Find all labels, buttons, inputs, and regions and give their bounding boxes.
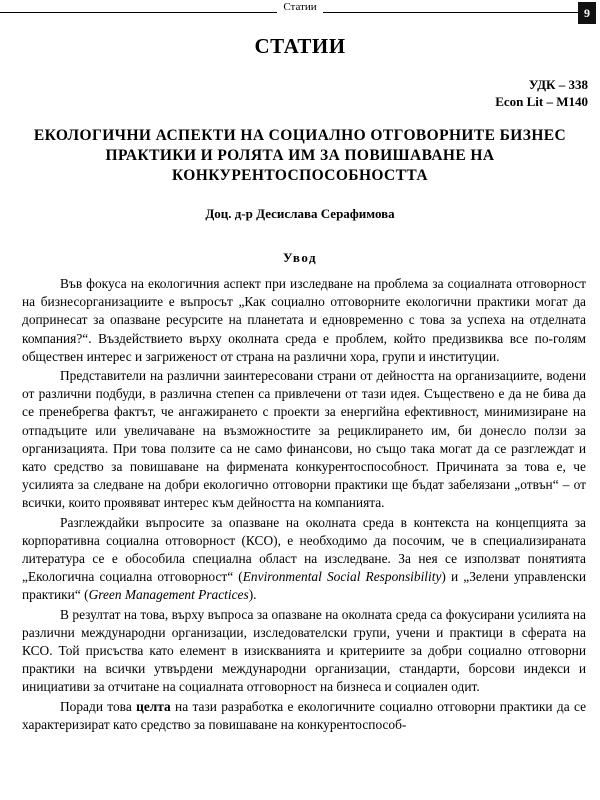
author-name: Доц. д-р Десислава Серафимова xyxy=(205,206,395,221)
page-number: 9 xyxy=(578,2,596,24)
running-title: Статии xyxy=(277,1,322,13)
econlit-code: Econ Lit – M140 xyxy=(495,94,588,109)
article-title: ЕКОЛОГИЧНИ АСПЕКТИ НА СОЦИАЛНО ОТГОВОРНИТЕ БИЗНЕС ПРАКТИКИ И РОЛЯТА ИМ ЗА ПОВИШАВАНЕ НА КОНКУРЕНТОСПОСОБНОСТТА xyxy=(33,127,567,184)
running-header xyxy=(0,0,600,18)
udk-code: УДК – 338 xyxy=(528,77,588,92)
paragraph-3-text: Разглеждайки въпросите за опазване на околната среда в контекста на концепцията за корпоративна социална отговорност (КСО), е необходимо да посочим, че в специализираната литература се е обособила специална област на изследване. За нея се използват понятията „Екологична социална отговорност“ ( xyxy=(22,514,586,585)
paragraph-1: Във фокуса на екологичния аспект при изследване на проблема за социалната отговорност на бизнесорганизациите е въпросът „Как социално отговорните екологични практики могат да допринесат за опазване ресурсите на планетата и едновременно с това за успеха на отделната компания?“. Въздействието върху околната среда е проблем, който предизвиква все по-голям обществен интерес и загриженост от страна на различни хора, групи и институции. xyxy=(22,276,586,364)
paragraph-5 xyxy=(22,698,586,734)
term-esr: Environmental Social Responsibility xyxy=(242,569,442,585)
paragraph-3 xyxy=(22,514,586,605)
paragraph-3-text: ). xyxy=(248,587,257,603)
paragraph-2: Представители на различни заинтересовани страни от дейността на организациите, водени от различни подбуди, в различна степен са привлечени от тази идея. Съществено е да не бива да се пренебрегва фактът, че ангажирането с проекти за енергийна ефективност, минимизиране на отпадъците или увеличаване на възможностите за рециклирането им, би донесло ползи за организацията. При това ползите са не само финансови, но също така могат да се разглеждат и като средство за повишаване на фирмената конкурентоспособност. Причината за това е, че усилията за следване на добри екологично отговорни практики ще бъдат забелязани „отвън“ – от всички, които проявяват интерес към дейността на компанията. xyxy=(22,368,586,511)
article-body xyxy=(22,275,586,735)
paragraph-4: В резултат на това, върху въпроса за опазване на околната среда са фокусирани усилията на различни международни организации, изследователски групи, учени и практици в сферата на КСО. Той присъства като елемент в изискванията и критериите за добри социално отговорни практики на всички утвърдени международни организации, стандарти, борсови индекси и инициативи за отчитане на социалната отговорност на бизнеса и социален одит. xyxy=(22,606,586,695)
paragraph-5-text: на тази разработка е екологичните социално отговорни практики да се характеризират като средство за повишаване на конкурентоспособ- xyxy=(22,698,587,732)
section-title: СТАТИИ xyxy=(254,34,346,58)
paragraph-3-text: ) и „Зелени управленски практики“ ( xyxy=(22,569,586,603)
paragraph-5-text: Поради това xyxy=(60,698,137,714)
goal-keyword: целта xyxy=(136,698,171,714)
classification-block xyxy=(495,76,588,110)
term-gmp: Green Management Practices xyxy=(88,587,249,603)
intro-heading: Увод xyxy=(282,250,318,265)
